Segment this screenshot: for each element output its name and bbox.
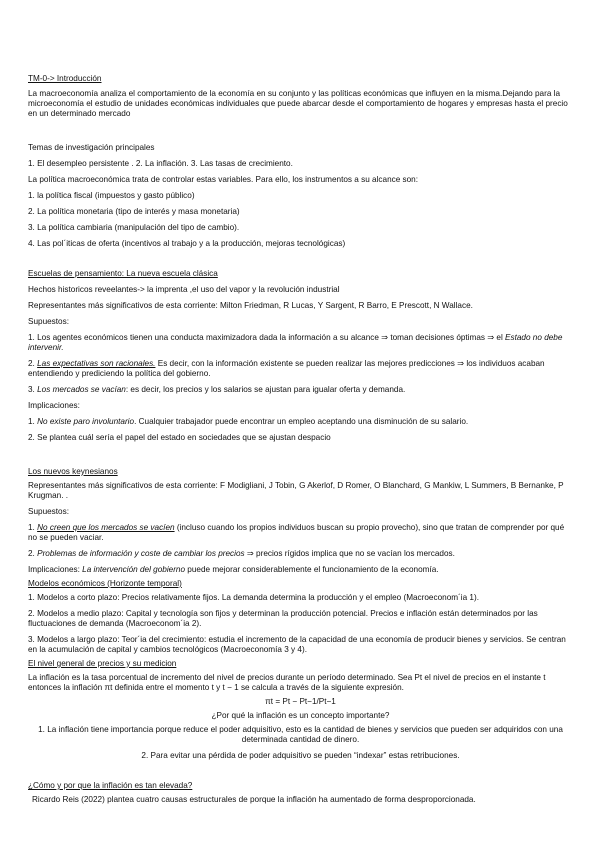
intro-paragraph: La macroeconomía analiza el comportamiento de la economía en su conjunto y las políticas económicas que influyen en la misma.Dejando para la microeconomía el estudio de unidades económicas individuales que puede abarcar desde el comportamiento de hogares y empresas hasta el precio en un determinado mercado [28,89,568,118]
escuela-supuestos-label: Supuestos: [28,317,69,326]
instrument-item: 2. La política monetaria (tipo de interés y masa monetaria) [28,207,240,216]
causas-heading: ¿Cómo y por que la inflación es tan elevada? [28,781,193,790]
instrument-item: 1. la política fiscal (impuestos y gasto público) [28,191,195,200]
temas-heading: Temas de investigación principales [28,143,155,152]
keynes-heading: Los nuevos keynesianos [28,467,118,476]
modelo-item: 1. Modelos a corto plazo: Precios relativamente fijos. La demanda determina la producción y el empleo (Macroeconom´ia 1). [28,593,479,602]
nivel-definicion: La inflación es la tasa porcentual de incremento del nivel de precios durante un período determinado. Sea Pt el nivel de precios en el instante t entonces la inflación πt definida entre el momento t y t − 1 se calcula a través de la siguiente expresión. [28,673,546,692]
inflation-reason-2: 2. Para evitar una pérdida de poder adquisitivo se pueden “indexar” estas retribuciones. [141,751,460,760]
page-title: TM-0-> Introducción [28,74,102,83]
instrument-item: 3. La política cambiaria (manipulación del tipo de cambio). [28,223,240,232]
modelo-item: 2. Modelos a medio plazo: Capital y tecnología son fijos y determinan la producción potencial. Precios e inflación están determinados por las fluctuaciones de demanda (Macroeconom´ia 2). [28,609,538,628]
inflation-formula: πt = Pt − Pt−1/Pt−1 [265,697,336,706]
keynes-supuesto-2: 2. Problemas de información y coste de cambiar los precios ⇒ precios rígidos implica que no se vacían los mercados. [28,549,455,558]
temas-control: La política macroeconómica trata de controlar estas variables. Para ello, los instrumentos a su alcance son: [28,175,419,184]
modelo-item: 3. Modelos a largo plazo: Teor´ia del crecimiento: estudia el incremento de la capacidad de una economía de producir bienes y servicios. Se centran en la acumulación de capital y cambios tecnológicos (Macroeconomía 3 y 4). [28,635,566,654]
inflation-question: ¿Por qué la inflación es un concepto importante? [211,711,390,720]
keynes-implicaciones: Implicaciones: La intervención del gobierno puede mejorar considerablemente el funcionamiento de la economía. [28,565,439,574]
inflation-reason-1: 1. La inflación tiene importancia porque reduce el poder adquisitivo, esto es la cantidad de bienes y servicios que pueden ser adquiridos con una determinada cantidad de dinero. [38,725,563,744]
escuela-representantes: Representantes más significativos de esta corriente: Milton Friedman, R Lucas, Y Sargent, R Barro, E Prescott, N Wallace. [28,301,473,310]
escuela-implicaciones-label: Implicaciones: [28,401,80,410]
nivel-heading: El nivel general de precios y su medicion [28,659,177,668]
escuela-hechos: Hechos historicos reveelantes-> la imprenta ,el uso del vapor y la revolución industrial [28,285,340,294]
escuela-heading: Escuelas de pensamiento: La nueva escuela clásica [28,269,218,278]
modelos-heading: Modelos económicos (Horizonte temporal) [28,579,182,588]
keynes-supuesto-1: 1. No creen que los mercados se vacíen (incluso cuando los propios individuos buscan su propio provecho), sino que tratan de comprender por qué no se pueden vaciar. [28,523,565,542]
escuela-implicacion-1: 1. No existe paro involuntario. Cualquier trabajador puede encontrar un empleo aceptando una disminución de su salario. [28,417,469,426]
escuela-supuesto-2: 2. Las expectativas son racionales. Es decir, con la información existente se pueden realizar las mejores predicciones ⇒ los individuos acaban entendiendo y prediciendo la política del gobierno. [28,359,545,378]
document-page [28,74,573,805]
keynes-representantes: Representantes más significativos de esta corriente: F Modigliani, J Tobin, G Akerlof, D Romer, O Blanchard, G Mankiw, L Summers, B Bernanke, P Krugman. . [28,481,564,500]
temas-list: 1. El desempleo persistente . 2. La inflación. 3. Las tasas de crecimiento. [28,159,293,168]
escuela-supuesto-1: 1. Los agentes económicos tienen una conducta maximizadora dada la información a su alcance ⇒ toman decisiones óptimas ⇒ el Estado no debe intervenir. [28,333,563,352]
escuela-implicacion-2: 2. Se plantea cuál sería el papel del estado en sociedades que se ajustan despacio [28,433,331,442]
instrument-item: 4. Las pol´iticas de oferta (incentivos al trabajo y a la producción, mejoras tecnológicas) [28,239,346,248]
keynes-supuestos-label: Supuestos: [28,507,69,516]
escuela-supuesto-3: 3. Los mercados se vacían: es decir, los precios y los salarios se ajustan para igualar oferta y demanda. [28,385,406,394]
causas-text: Ricardo Reis (2022) plantea cuatro causas estructurales de porque la inflación ha aumentado de forma desproporcionada. [32,795,476,804]
